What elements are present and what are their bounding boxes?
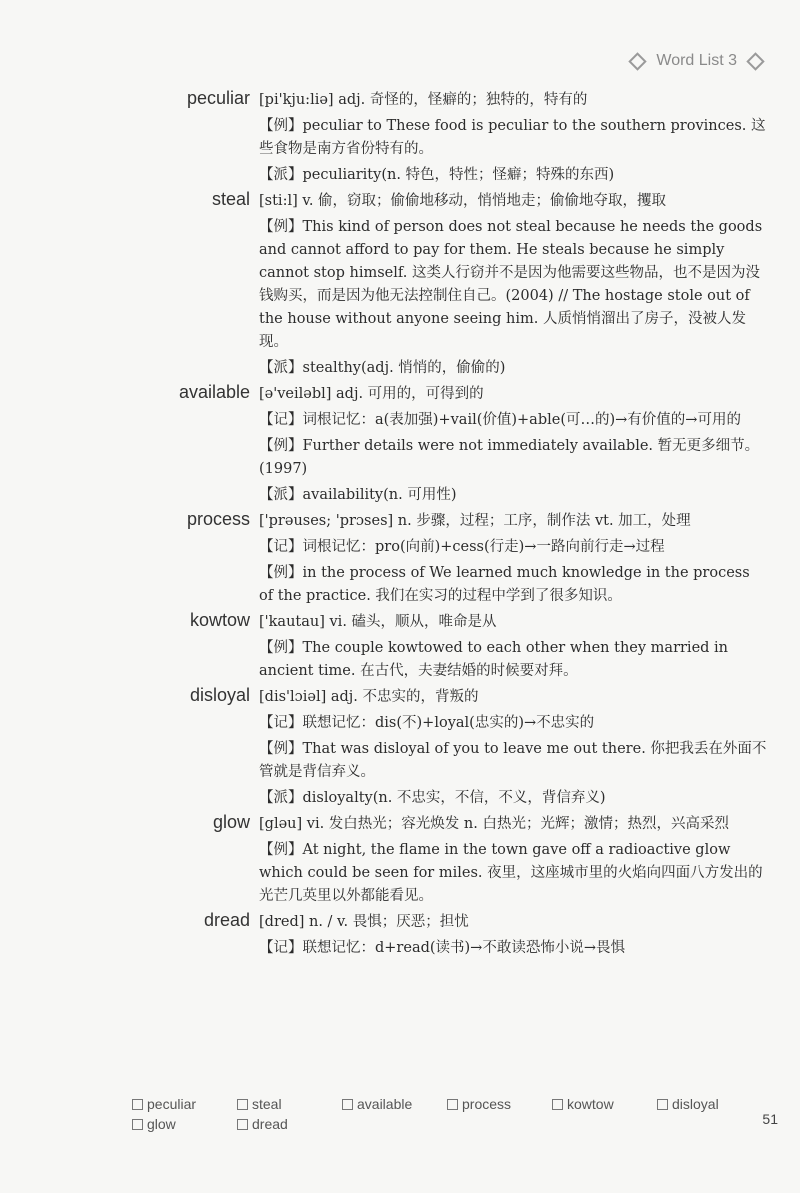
- checkbox-icon: [447, 1099, 458, 1110]
- definition: [sti:l] v. 偷，窃取；偷偷地移动，悄悄地走；偷偷地夺取，攫取: [259, 193, 667, 209]
- headword: kowtow: [189, 610, 250, 630]
- derivative: 【派】stealthy(adj. 悄悄的，偷偷的): [259, 360, 506, 376]
- derivative: 【派】peculiarity(n. 特色，特性；怪癖；特殊的东西): [259, 167, 615, 183]
- derivative: 【派】disloyalty(n. 不忠实，不信，不义，背信弃义): [259, 790, 606, 806]
- checkbox-icon: [657, 1099, 668, 1110]
- page-header: [627, 52, 766, 70]
- definition: ['prəuses; 'prɔses] n. 步骤，过程；工序，制作法 vt. 加工，处理: [259, 513, 691, 529]
- checklist-item[interactable]: available: [342, 1096, 447, 1112]
- review-checklist: [132, 1096, 732, 1132]
- headword: disloyal: [189, 685, 250, 705]
- example: 【例】That was disloyal of you to leave me out there. 你把我丢在外面不管就是背信弃义。: [259, 741, 767, 780]
- definition: ['kautau] vi. 磕头，顺从，唯命是从: [259, 614, 497, 630]
- example: 【例】This kind of person does not steal because he needs the goods and cannot afford to pay for them. He steals because he simply cannot stop himself. 这类人行窃并不是因为他需要这些物品，也不是因为没钱购买，而是因为他无法控制住自己。(2004) // The hostage stole out of the house without anyone seeing him. 人质悄悄溜出了房子，没被人发现。: [259, 219, 763, 350]
- entry-glow: [0, 810, 800, 908]
- headword: process: [186, 509, 250, 529]
- word-entries: [0, 86, 800, 960]
- definition: [dred] n. / v. 畏惧；厌恶；担忧: [259, 914, 469, 930]
- definition: [dis'lɔiəl] adj. 不忠实的，背叛的: [259, 689, 479, 705]
- checkbox-icon: [237, 1119, 248, 1130]
- checklist-item[interactable]: dread: [237, 1116, 342, 1132]
- checkbox-icon: [552, 1099, 563, 1110]
- checkbox-icon: [237, 1099, 248, 1110]
- definition: [ə'veiləbl] adj. 可用的，可得到的: [259, 386, 484, 402]
- header-title: Word List 3: [656, 52, 737, 69]
- memory-tip: 【记】联想记忆：d+read(读书)→不敢读恐怖小说→畏惧: [259, 940, 625, 956]
- checklist-item[interactable]: glow: [132, 1116, 237, 1132]
- page-number: 51: [762, 1111, 778, 1127]
- checkbox-icon: [342, 1099, 353, 1110]
- example: 【例】peculiar to These food is peculiar to the southern provinces. 这些食物是南方省份特有的。: [259, 118, 766, 157]
- diamond-icon: [629, 52, 647, 70]
- checklist-item[interactable]: disloyal: [657, 1096, 762, 1112]
- headword: dread: [203, 910, 250, 930]
- diamond-icon: [746, 52, 764, 70]
- checklist-item[interactable]: steal: [237, 1096, 342, 1112]
- checkbox-icon: [132, 1099, 143, 1110]
- entry-steal: [0, 187, 800, 380]
- checklist-item[interactable]: peculiar: [132, 1096, 237, 1112]
- headword: peculiar: [186, 88, 250, 108]
- entry-kowtow: [0, 608, 800, 683]
- checklist-item[interactable]: process: [447, 1096, 552, 1112]
- definition: [gləu] vi. 发白热光；容光焕发 n. 白热光；光辉；激情；热烈，兴高采烈: [259, 816, 729, 832]
- example: 【例】Further details were not immediately available. 暂无更多细节。(1997): [259, 438, 760, 477]
- entry-peculiar: [0, 86, 800, 187]
- headword: available: [178, 382, 250, 402]
- headword: glow: [212, 812, 250, 832]
- example: 【例】At night, the flame in the town gave off a radioactive glow which could be seen for miles. 夜里，这座城市里的火焰向四面八方发出的光芒几英里以外都能看见。: [259, 842, 763, 904]
- entry-dread: [0, 908, 800, 960]
- entry-disloyal: [0, 683, 800, 810]
- example: 【例】in the process of We learned much knowledge in the process of the practice. 我们在实习的过程中学到了很多知识。: [259, 565, 750, 604]
- memory-tip: 【记】词根记忆：a(表加强)+vail(价值)+able(可…的)→有价值的→可用的: [259, 412, 741, 428]
- entry-available: [0, 380, 800, 507]
- example: 【例】The couple kowtowed to each other when they married in ancient time. 在古代，夫妻结婚的时候要对拜。: [259, 640, 729, 679]
- derivative: 【派】availability(n. 可用性): [259, 487, 457, 503]
- checkbox-icon: [132, 1119, 143, 1130]
- entry-process: [0, 507, 800, 608]
- headword: steal: [211, 189, 250, 209]
- checklist-item[interactable]: kowtow: [552, 1096, 657, 1112]
- definition: [pi'kju:liə] adj. 奇怪的，怪癖的；独特的，特有的: [259, 92, 588, 108]
- memory-tip: 【记】联想记忆：dis(不)+loyal(忠实的)→不忠实的: [259, 715, 595, 731]
- memory-tip: 【记】词根记忆：pro(向前)+cess(行走)→一路向前行走→过程: [259, 539, 665, 555]
